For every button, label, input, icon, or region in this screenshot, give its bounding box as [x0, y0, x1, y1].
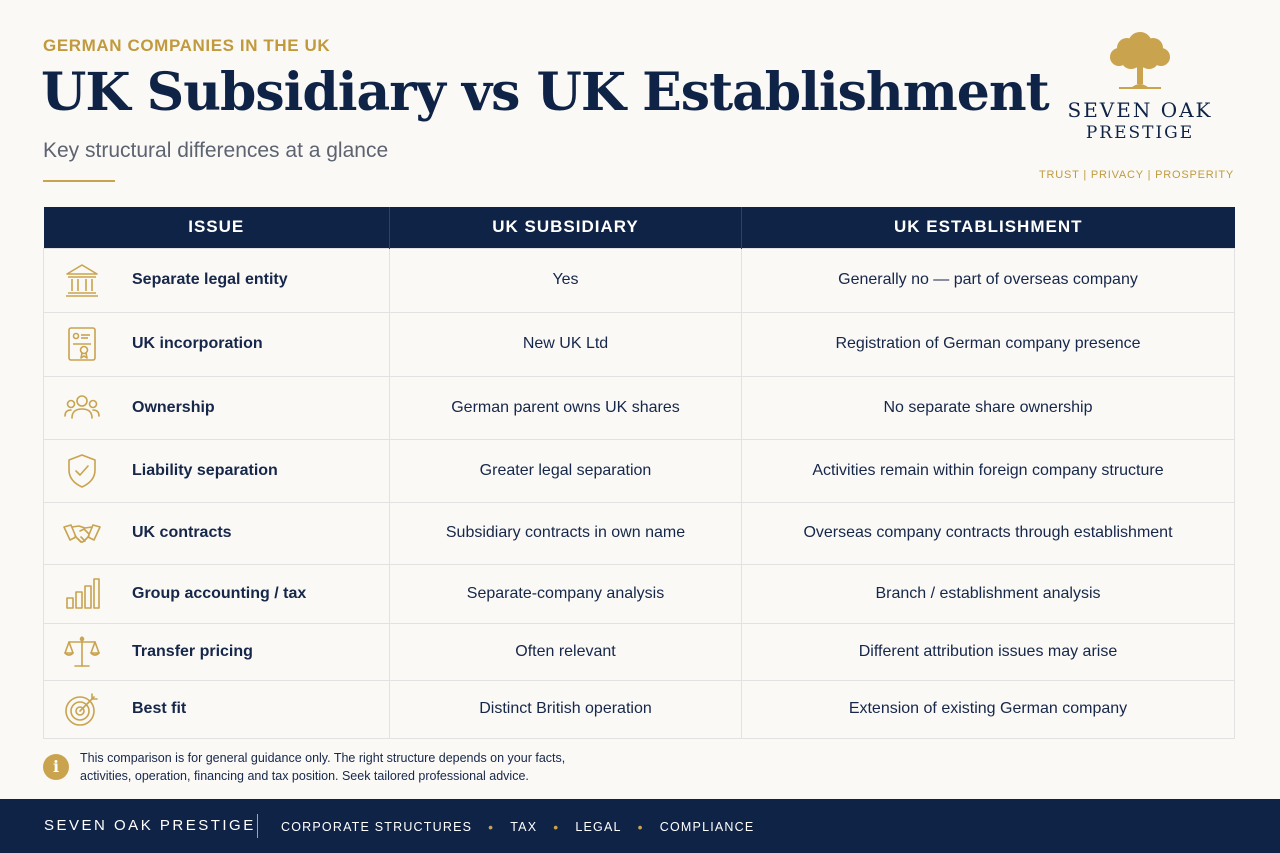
column-header-issue: ISSUE [44, 207, 390, 248]
oak-tree-icon [1105, 26, 1175, 92]
issue-label: Separate legal entity [132, 271, 288, 288]
bullet-dot-icon: • [488, 819, 495, 835]
footer-services [281, 819, 754, 835]
issue-label: Transfer pricing [132, 642, 253, 660]
issue-label: UK incorporation [132, 335, 263, 352]
issue-cell [44, 502, 390, 564]
footer-bar [0, 799, 1280, 853]
subsidiary-cell: Greater legal separation [390, 439, 742, 502]
subsidiary-cell: Distinct British operation [390, 680, 742, 738]
bullet-dot-icon: • [637, 819, 644, 835]
bullet-dot-icon: • [553, 819, 560, 835]
handshake-icon [62, 513, 102, 553]
comparison-table [43, 207, 1235, 739]
subsidiary-cell: Often relevant [390, 623, 742, 680]
bank-icon [62, 260, 102, 300]
subsidiary-cell: Separate-company analysis [390, 564, 742, 623]
column-header-subsidiary: UK SUBSIDIARY [390, 207, 742, 248]
establishment-cell: Registration of German company presence [742, 312, 1235, 376]
table-row [44, 248, 1235, 312]
issue-cell [44, 248, 390, 312]
issue-cell [44, 564, 390, 623]
issue-label: Best fit [132, 700, 187, 717]
table-row [44, 680, 1235, 738]
issue-label: Ownership [132, 398, 215, 416]
establishment-cell: Activities remain within foreign company structure [742, 439, 1235, 502]
scales-icon [62, 632, 102, 672]
subsidiary-cell: Subsidiary contracts in own name [390, 502, 742, 564]
table-row [44, 502, 1235, 564]
issue-cell [44, 680, 390, 738]
issue-cell [44, 312, 390, 376]
title-divider [43, 180, 115, 182]
brand-name-line2: PRESTIGE [1085, 123, 1195, 143]
footer-item: COMPLIANCE [659, 820, 755, 834]
disclaimer-text: This comparison is for general guidance only. The right structure depends on your facts, activities, operation, financing and tax position. Seek tailored professional advice. [80, 751, 566, 783]
issue-cell [44, 376, 390, 439]
footer-item: LEGAL [575, 820, 622, 834]
issue-cell [44, 623, 390, 680]
brand-tagline: TRUST | PRIVACY | PROSPERITY [1039, 169, 1234, 181]
establishment-cell: Different attribution issues may arise [742, 623, 1235, 680]
page-subtitle: Key structural differences at a glance [43, 139, 389, 162]
table-row [44, 376, 1235, 439]
table-row [44, 564, 1235, 623]
brand-name-line1: SEVEN OAK [1067, 98, 1213, 122]
page-title: UK Subsidiary vs UK Establishment [41, 62, 1049, 123]
issue-label: Liability separation [132, 461, 278, 479]
info-icon: i [43, 754, 69, 780]
footer-brand: SEVEN OAK PRESTIGE [44, 817, 256, 834]
table-header-row [44, 207, 1235, 248]
people-icon [62, 388, 102, 428]
brand-logo [1040, 26, 1240, 143]
footer-divider [257, 814, 258, 838]
issue-label: Group accounting / tax [132, 584, 307, 602]
footer-item: CORPORATE STRUCTURES [281, 820, 473, 834]
issue-cell [44, 439, 390, 502]
subsidiary-cell: German parent owns UK shares [390, 376, 742, 439]
column-header-establishment: UK ESTABLISHMENT [742, 207, 1235, 248]
disclaimer-note [43, 749, 743, 785]
table-row [44, 623, 1235, 680]
shield-check-icon [62, 451, 102, 491]
establishment-cell: No separate share ownership [742, 376, 1235, 439]
establishment-cell: Extension of existing German company [742, 680, 1235, 738]
certificate-icon [62, 324, 102, 364]
issue-label: UK contracts [132, 524, 232, 541]
subsidiary-cell: Yes [390, 248, 742, 312]
establishment-cell: Generally no — part of overseas company [742, 248, 1235, 312]
establishment-cell: Overseas company contracts through establishment [742, 502, 1235, 564]
footer-item: TAX [510, 820, 538, 834]
subsidiary-cell: New UK Ltd [390, 312, 742, 376]
table-row [44, 439, 1235, 502]
table-row [44, 312, 1235, 376]
establishment-cell: Branch / establishment analysis [742, 564, 1235, 623]
eyebrow-label: GERMAN COMPANIES IN THE UK [43, 36, 331, 55]
target-icon [62, 689, 102, 729]
bar-chart-icon [62, 574, 102, 614]
